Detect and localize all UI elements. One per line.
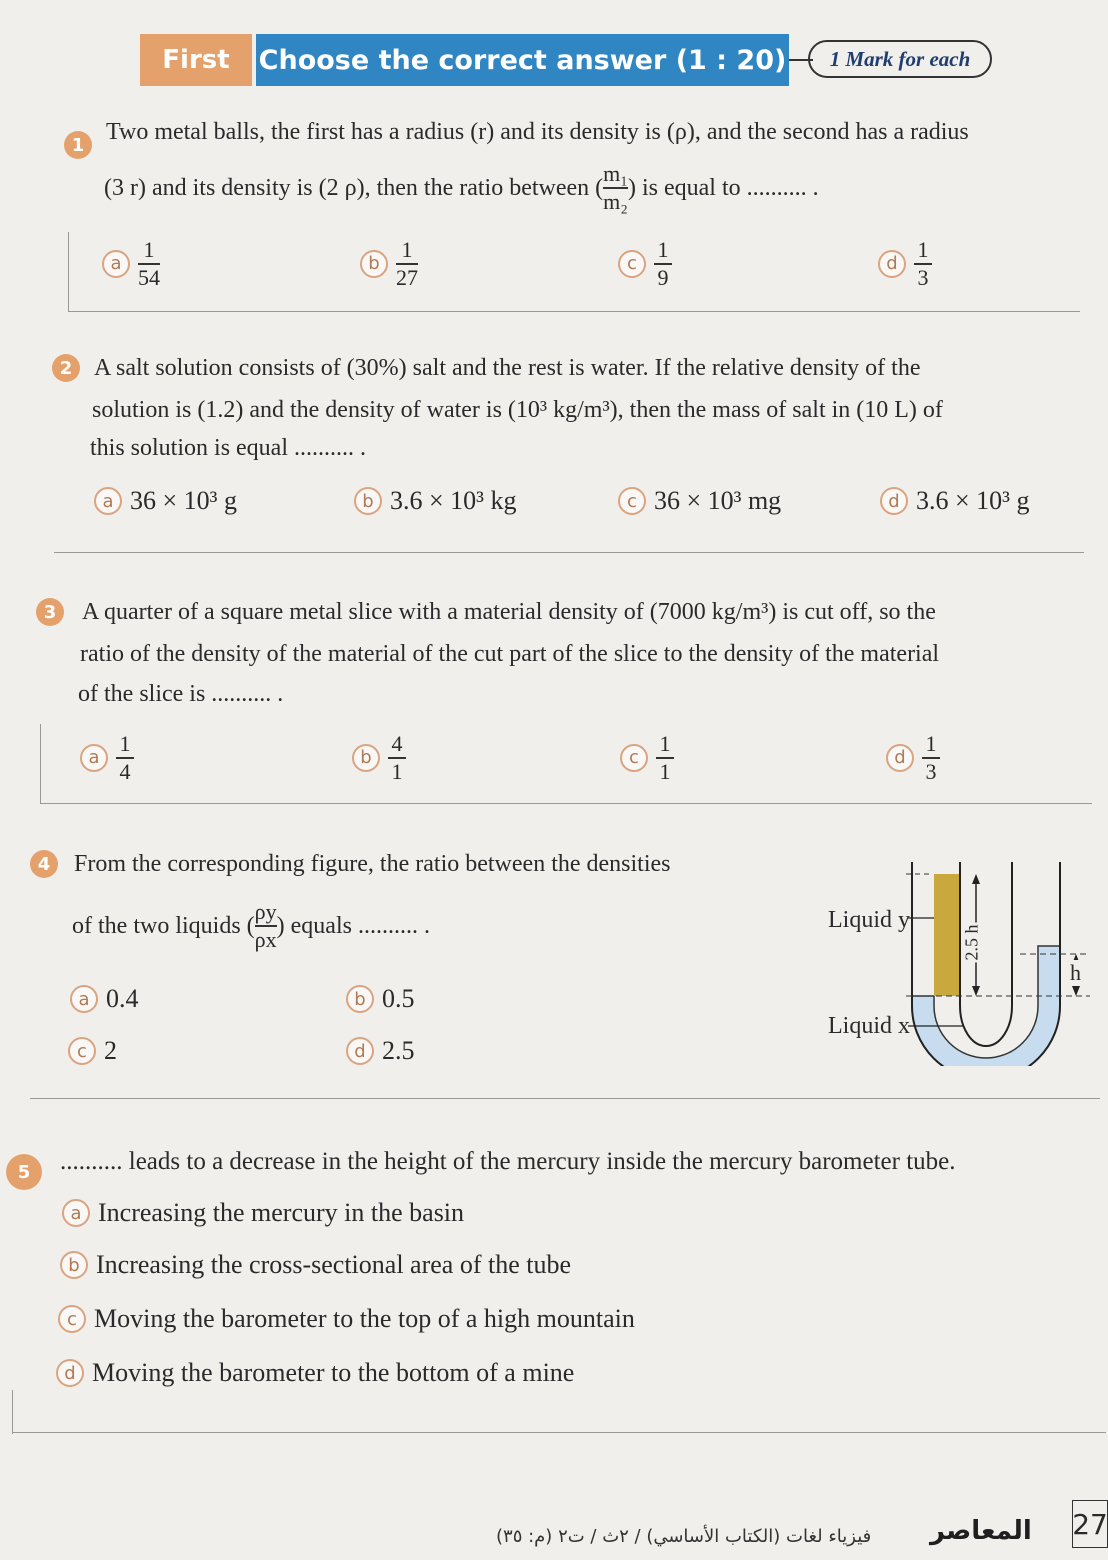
option-b[interactable]	[346, 984, 415, 1014]
option-text: 0.4	[106, 984, 139, 1013]
option-fraction	[116, 732, 134, 784]
option-fraction	[138, 238, 160, 290]
option-a[interactable]	[102, 238, 160, 290]
option-a[interactable]	[70, 984, 139, 1014]
option-text: Increasing the cross-sectional area of the tube	[96, 1250, 572, 1279]
fraction-numerator: 1	[143, 237, 155, 262]
fraction-numerator: m₁	[603, 161, 628, 186]
option-text: 2.5	[382, 1036, 415, 1065]
question-text	[104, 162, 819, 214]
question-text	[72, 900, 430, 952]
option-fraction	[654, 238, 672, 290]
option-letter: a	[70, 985, 98, 1013]
question-text: this solution is equal .......... .	[90, 435, 366, 461]
option-b[interactable]	[352, 732, 406, 784]
ratio-fraction	[255, 900, 277, 952]
option-fraction	[396, 238, 418, 290]
question-number: 4	[30, 850, 58, 878]
option-a[interactable]	[80, 732, 134, 784]
option-d[interactable]	[880, 486, 1029, 516]
section-label: First	[140, 34, 252, 86]
question-text: A salt solution consists of (30%) salt and the rest is water. If the relative density of the	[94, 355, 921, 381]
option-a[interactable]	[62, 1198, 464, 1228]
question-text: solution is (1.2) and the density of water is (10³ kg/m³), then the mass of salt in (10 L) of	[92, 397, 943, 423]
option-d[interactable]	[878, 238, 932, 290]
question-text: Two metal balls, the first has a radius (r) and its density is (ρ), and the second has a radius	[106, 119, 969, 145]
option-b[interactable]	[360, 238, 418, 290]
fraction-denominator: m₂	[603, 188, 628, 214]
question-divider	[54, 552, 1084, 553]
option-text: Moving the barometer to the top of a high mountain	[94, 1304, 635, 1333]
fraction-denominator: 3	[917, 264, 929, 290]
option-letter: d	[56, 1359, 84, 1387]
question-text-part: ) is equal to .......... .	[627, 174, 819, 201]
option-c[interactable]	[618, 486, 781, 516]
question-border	[40, 724, 41, 804]
option-letter: c	[620, 744, 648, 772]
question-text: of the slice is .......... .	[78, 681, 284, 707]
option-letter: d	[880, 487, 908, 515]
option-c[interactable]	[620, 732, 674, 784]
fraction-numerator: ρy	[254, 899, 277, 924]
option-letter: c	[68, 1037, 96, 1065]
question-text: From the corresponding figure, the ratio between the densities	[74, 851, 671, 877]
fraction-numerator: 1	[657, 237, 669, 262]
question-text-part: (3 r) and its density is (2 ρ), then the ratio between (	[104, 174, 604, 201]
option-letter: a	[62, 1199, 90, 1227]
label-2-5h: 2.5 h	[961, 924, 982, 961]
option-letter: b	[360, 250, 388, 278]
option-d[interactable]	[56, 1358, 574, 1388]
option-letter: c	[618, 250, 646, 278]
option-fraction	[914, 238, 932, 290]
option-letter: b	[352, 744, 380, 772]
question-number: 3	[36, 598, 64, 626]
fraction-numerator: 1	[401, 237, 413, 262]
fraction-denominator: 1	[391, 758, 403, 784]
option-letter: a	[80, 744, 108, 772]
option-letter: b	[354, 487, 382, 515]
question-divider	[12, 1432, 1106, 1433]
fraction-numerator: 4	[391, 731, 403, 756]
footer-brand: المعاصر	[930, 1516, 1032, 1546]
option-text: 2	[104, 1036, 117, 1065]
question-border	[12, 1390, 13, 1434]
option-fraction	[656, 732, 674, 784]
option-d[interactable]	[886, 732, 940, 784]
option-text: 36 × 10³ mg	[654, 486, 782, 515]
option-letter: b	[346, 985, 374, 1013]
option-text: 3.6 × 10³ g	[916, 486, 1030, 515]
option-letter: b	[60, 1251, 88, 1279]
option-fraction	[388, 732, 406, 784]
question-number: 1	[64, 131, 92, 159]
option-a[interactable]	[94, 486, 237, 516]
fraction-denominator: 9	[657, 264, 669, 290]
option-letter: a	[94, 487, 122, 515]
question-text: .......... leads to a decrease in the height of the mercury inside the mercury barometer tube.	[60, 1148, 956, 1175]
ratio-fraction	[603, 162, 628, 214]
label-liquid-x: Liquid x	[828, 1013, 910, 1039]
option-text: 36 × 10³ g	[130, 486, 237, 515]
label-h: h	[1070, 960, 1081, 985]
section-title: Choose the correct answer (1 : 20)	[256, 34, 789, 86]
fraction-denominator: 1	[659, 758, 671, 784]
question-text: A quarter of a square metal slice with a material density of (7000 kg/m³) is cut off, so the	[82, 599, 936, 625]
option-text: 3.6 × 10³ kg	[390, 486, 517, 515]
label-liquid-y: Liquid y	[828, 907, 910, 933]
fraction-denominator: 3	[925, 758, 937, 784]
option-letter: c	[618, 487, 646, 515]
question-border	[68, 232, 69, 312]
option-text: Moving the barometer to the bottom of a mine	[92, 1358, 575, 1387]
question-text: ratio of the density of the material of the cut part of the slice to the density of the material	[80, 641, 940, 667]
option-letter: c	[58, 1305, 86, 1333]
option-c[interactable]	[58, 1304, 635, 1334]
question-text-part: of the two liquids (	[72, 912, 255, 939]
fraction-numerator: 1	[917, 237, 929, 262]
fraction-numerator: 1	[119, 731, 131, 756]
question-divider	[40, 803, 1092, 804]
option-letter: d	[878, 250, 906, 278]
option-letter: d	[346, 1037, 374, 1065]
option-c[interactable]	[68, 1036, 117, 1066]
option-fraction	[922, 732, 940, 784]
option-letter: d	[886, 744, 914, 772]
fraction-denominator: ρx	[254, 926, 277, 952]
option-letter: a	[102, 250, 130, 278]
fraction-denominator: 54	[138, 264, 160, 290]
arrow-head-up	[972, 874, 980, 884]
option-text: Increasing the mercury in the basin	[98, 1198, 465, 1227]
question-divider	[68, 311, 1080, 312]
option-text: 0.5	[382, 984, 415, 1013]
marks-badge: 1 Mark for each	[808, 40, 992, 78]
question-text-part: ) equals .......... .	[276, 912, 430, 939]
option-d[interactable]	[346, 1036, 415, 1066]
fraction-numerator: 1	[659, 731, 671, 756]
option-b[interactable]	[354, 486, 516, 516]
question-number: 2	[52, 354, 80, 382]
fraction-numerator: 1	[925, 731, 937, 756]
arrow-head-down	[972, 986, 980, 996]
arrow-head-down	[1072, 986, 1080, 996]
question-divider	[30, 1098, 1100, 1099]
fraction-denominator: 4	[119, 758, 131, 784]
footer-book-info: فيزياء لغات (الكتاب الأساسي) / ٢ث / ت٢ (م: ٣٥)	[496, 1526, 872, 1547]
liquid-y	[934, 874, 960, 996]
option-b[interactable]	[60, 1250, 571, 1280]
question-number: 5	[6, 1154, 42, 1190]
page-number: 27	[1072, 1500, 1108, 1548]
option-c[interactable]	[618, 238, 672, 290]
fraction-denominator: 27	[396, 264, 418, 290]
